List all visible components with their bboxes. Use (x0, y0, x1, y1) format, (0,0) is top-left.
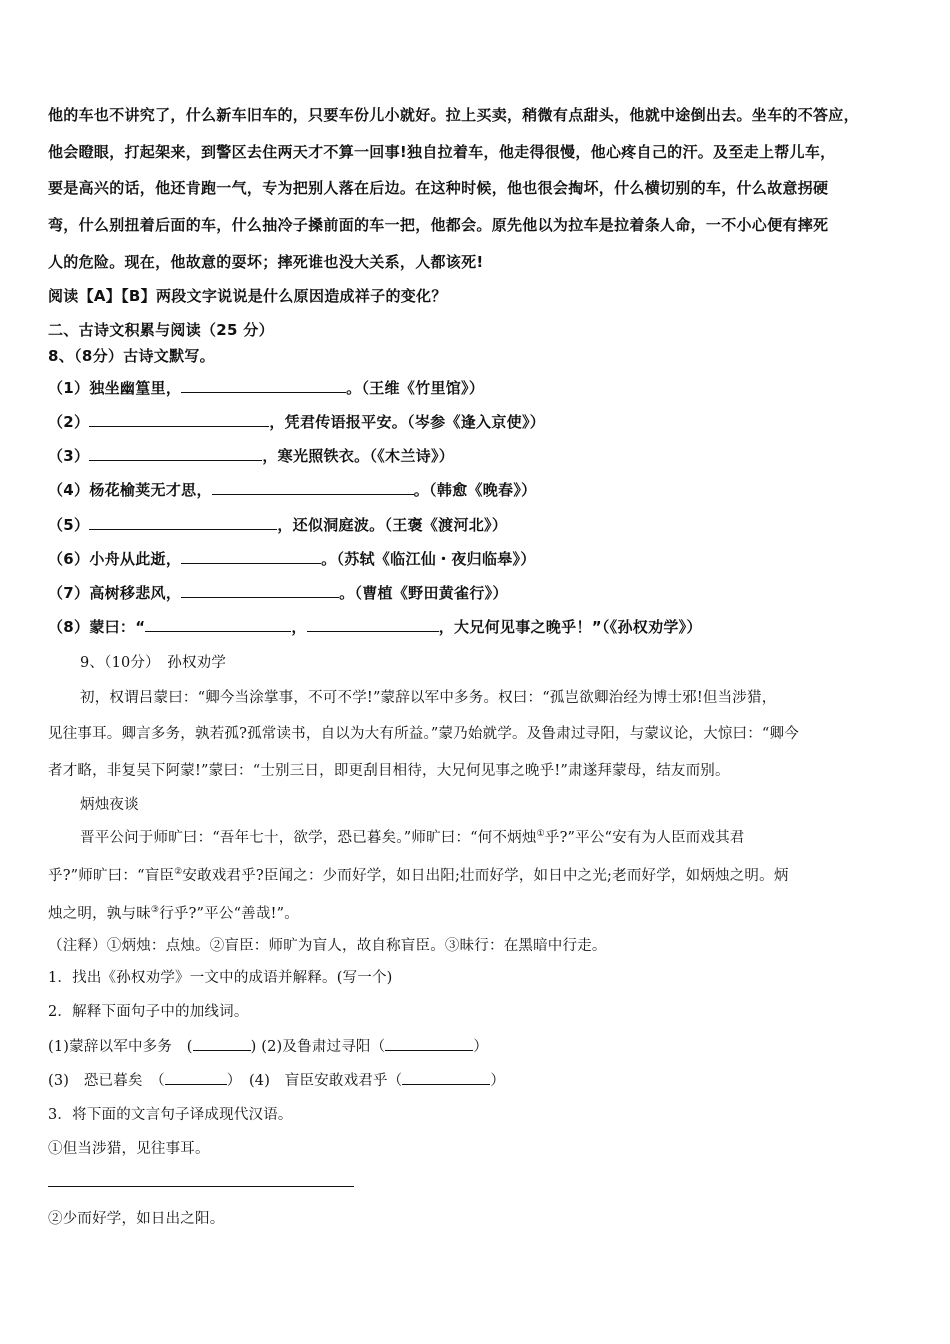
dictation-item-5: （5） ，还似洞庭波。（王褒《渡河北》） (48, 516, 508, 534)
answer-line[interactable] (48, 1186, 354, 1187)
translation-item-1: ①但当涉猎，见往事耳。 (48, 1141, 210, 1157)
passage-line: 弯，什么别扭着后面的车，什么抽冷子搡前面的车一把，他都会。原先他以为拉车是拉着条人命，一不小心便有摔死 (48, 216, 829, 234)
answer-blank[interactable] (402, 1070, 490, 1085)
answer-blank[interactable] (385, 1036, 473, 1051)
answer-blank[interactable] (89, 515, 277, 530)
reading-question: 阅读【A】【B】两段文字说说是什么原因造成祥子的变化？ (48, 287, 447, 305)
answer-blank[interactable] (181, 583, 339, 598)
dictation-item-3: （3） ，寒光照铁衣。（《木兰诗》） (48, 447, 455, 465)
passage-line: 要是高兴的话，他还肯跑一气，专为把别人落在后边。在这种时候，他也很会掏坏，什么横切别的车，什么故意拐硬 (48, 179, 829, 197)
dictation-item-6: （6）小舟从此逝， 。（苏轼《临江仙・夜归临皋》） (48, 550, 536, 568)
classical-text-line: 晋平公问于师旷曰：“吾年七十，欲学，恐已暮矣。”师旷曰：“何不炳烛①乎?”平公“安有为人臣而戏其君 (80, 829, 745, 846)
classical-text-line: 初，权谓吕蒙曰：“卿今当涂掌事，不可不学!”蒙辞以军中多务。权曰：“孤岂欲卿治经为博士邪!但当涉猎， (80, 690, 777, 706)
dictation-item-2: （2） ，凭君传语报平安。（岑参《逢入京使》） (48, 413, 546, 431)
answer-blank[interactable] (181, 549, 321, 564)
classical-text-line: 乎?”师旷曰：“盲臣②安敢戏君乎?臣闻之：少而好学，如日出阳;壮而好学，如日中之光;老而好学，如炳烛之明。炳 (48, 867, 789, 884)
answer-blank[interactable] (212, 480, 414, 495)
passage-line: 他的车也不讲究了，什么新车旧车的，只要车份儿小就好。拉上买卖，稍微有点甜头，他就中途倒出去。坐车的不答应， (48, 106, 859, 124)
second-text-title: 炳烛夜谈 (80, 797, 139, 813)
passage-line: 人的危险。现在，他故意的耍坏；摔死谁也没大关系，人都该死! (48, 253, 484, 271)
sub-question-1: 1．找出《孙权劝学》一文中的成语并解释。(写一个) (48, 970, 393, 986)
answer-blank[interactable] (145, 617, 291, 632)
dictation-item-8: （8）蒙曰：“ ， ，大兄何见事之晚乎！”（《孙权劝学》） (48, 618, 702, 636)
sub-question-2: 2．解释下面句子中的加线词。 (48, 1004, 249, 1020)
dictation-item-1: （1）独坐幽篁里， 。（王维《竹里馆》） (48, 379, 485, 397)
section-heading: 二、古诗文积累与阅读（25 分） (48, 321, 274, 339)
answer-blank[interactable] (165, 1070, 227, 1085)
answer-blank[interactable] (89, 412, 269, 427)
answer-blank[interactable] (307, 617, 439, 632)
answer-blank[interactable] (181, 378, 346, 393)
passage-line: 他会瞪眼，打起架来，到警区去住两天才不算一回事!独自拉着车，他走得很慢，他心疼自己的汗。及至走上帮儿车， (48, 143, 836, 161)
annotation-notes: （注释）①炳烛：点烛。②盲臣：师旷为盲人，故自称盲臣。③昧行：在黑暗中行走。 (48, 938, 607, 954)
dictation-item-7: （7）高树移悲风， 。（曹植《野田黄雀行》） (48, 584, 508, 602)
sub-question-2-row: (3) 恐已暮矣 （ ） (4) 盲臣安敢戏君乎（ ） (48, 1069, 505, 1090)
classical-text-line: 者才略，非复吴下阿蒙!”蒙曰：“士别三日，即更刮目相待，大兄何见事之晚乎!”肃遂拜蒙母，结友而别。 (48, 763, 730, 779)
classical-text-line: 烛之明，孰与昧③行乎?”平公“善哉!”。 (48, 905, 299, 922)
question-8-title: 8、（8分）古诗文默写。 (48, 347, 215, 365)
dictation-item-4: （4）杨花榆荚无才思， 。（韩愈《晚春》） (48, 481, 537, 499)
answer-blank[interactable] (193, 1036, 251, 1051)
classical-text-line: 见往事耳。卿言多务，孰若孤?孤常读书，自以为大有所益。”蒙乃始就学。及鲁肃过寻阳，与蒙议论，大惊曰：“卿今 (48, 726, 799, 742)
answer-blank[interactable] (89, 446, 262, 461)
sub-question-2-row: (1)蒙辞以军中多务 ( ) (2)及鲁肃过寻阳（ ） (48, 1035, 488, 1056)
question-9-title: 9、（10分） 孙权劝学 (80, 655, 227, 671)
sub-question-3: 3．将下面的文言句子译成现代汉语。 (48, 1107, 293, 1123)
translation-item-2: ②少而好学，如日出之阳。 (48, 1211, 225, 1227)
